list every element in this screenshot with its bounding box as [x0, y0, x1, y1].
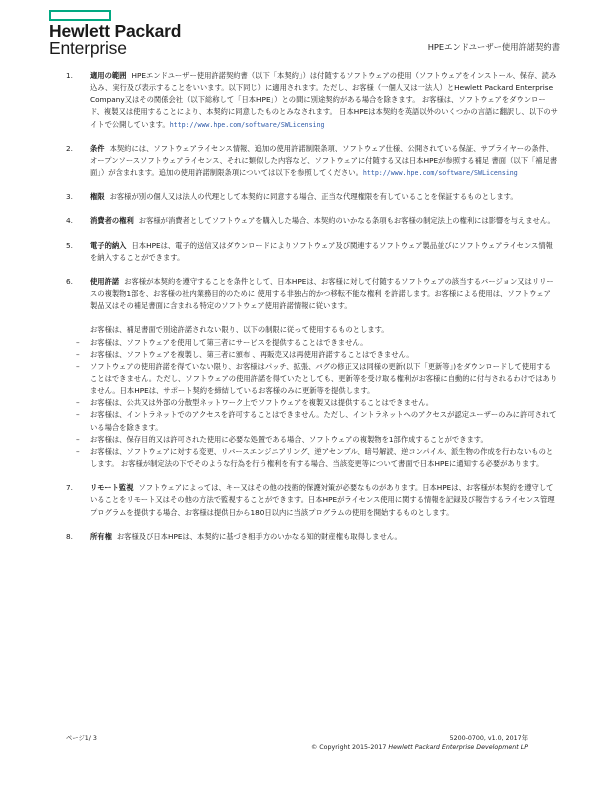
section-number: 4.	[66, 216, 73, 226]
section-text: お客様及び日本HPEは、本契約に基づき相手方のいかなる知的財産権も取得しません。	[116, 531, 402, 541]
section-number: 7.	[66, 483, 73, 493]
list-item: – お客様は、保存目的又は許可された使用に必要な処置である場合、ソフトウェアの複製物を1部作成することができます。	[76, 434, 558, 446]
section-4	[66, 215, 558, 227]
licensing-link[interactable]: http://www.hpe.com/software/SWLicensing	[362, 169, 518, 178]
section-number: 6.	[66, 276, 73, 286]
list-item: – お客様は、ソフトウェアに対する変更、リバースエンジニアリング、逆アセンブル、暗号解読、逆コンパイル、派生物の作成を行わないものとします。 お客様が制定法の下でそのような行為を行う権利を有する場合、当該変更等について書面で日本HPEに通知する必要があります。	[76, 446, 558, 470]
logo-line1: Hewlett Packard	[49, 21, 182, 41]
document-title: HPEエンドユーザー使用許諾契約書	[427, 42, 560, 52]
section-heading: 適用の範囲	[90, 71, 127, 80]
page-number: ページ1/ 3	[66, 735, 97, 742]
section-text: お客様が別の個人又は法人の代理として本契約に同意する場合、正当な代理権限を有していることを保証するものとします。	[109, 192, 518, 202]
section-number: 8.	[66, 531, 73, 541]
section-heading: 所有権	[90, 531, 112, 541]
copyright	[311, 744, 528, 751]
section-7	[66, 482, 558, 518]
section-text: HPEエンドユーザー使用許諾契約書（以下「本契約」）は付随するソフトウェアの使用（ソフトウェアをインストール、保存、読み込み、実行及び表示することをいいます。以下同じ）に適用されます。ただし、お客様（一個人又は一法人）とHewlett Packard Enterprise Company又はその関係会社（以下総称して「日本HPE」）との間に別途契約がある場合を除きます。 お客様は、ソフトウェアをダウンロード、複製又は使用することにより、本契約に同意したものとみなされます。 日本HPEは本契約を英語以外のいくつかの言語に翻訳し、以下のサイトで公開しています。	[90, 71, 558, 129]
section-1	[66, 70, 558, 131]
section-heading: 消費者の権利	[90, 216, 134, 226]
section-text: ソフトウェアによっては、キー又はその他の技術的保護対策が必要なものがあります。日本HPEは、お客様が本契約を遵守していることをリモート又はその他の方法で監視することができます。日本HPEがライセンス使用に関する情報を記録及び報告するライセンス管理プログラムを提供する場合、お客様は提供日から180日以内に当該プログラムの使用を開始するものとします。	[90, 483, 555, 517]
list-item: – お客様は、公共又は外部の分散型ネットワーク上でソフトウェアを複製又は提供することはできません。	[76, 397, 558, 409]
section-number: 3.	[66, 192, 73, 202]
section-5	[66, 240, 558, 264]
copyright-company: Hewlett Packard Enterprise Development LP	[388, 744, 528, 751]
section-number: 1.	[66, 71, 73, 80]
section-2	[66, 143, 558, 179]
section-number: 5.	[66, 240, 73, 250]
list-item: – ソフトウェアの使用許諾を得ていない限り、お客様はパッチ、拡張、バグの修正又は同様の更新(以下「更新等」)をダウンロードして使用することはできません。ただし、ソフトウェアの使用許諾を得ていたとしても、更新等を受け取る権利がお客様に自動的に付与されるわけではありません。日本HPEは、サポート契約を締結しているお客様のみに更新等を提供します。	[76, 361, 558, 397]
section-text: 本契約には、ソフトウェアライセンス情報、追加の使用許諾制限条項、ソフトウェア仕様、公開されている保証、サプライヤーの条件、オープンソースソフトウェアライセンス、それに類似した内容など、ソフトウェアに付随する又は日本HPEが参照する補足 書面（以下「補足書面」）が含まれます。追加の使用許諾制限条項については以下を参照してください。	[90, 143, 558, 178]
hpe-logo-element	[49, 10, 111, 21]
section-text: お客様が消費者としてソフトウェアを購入した場合、本契約のいかなる条項もお客様の制定法上の権利には影響を与えません。	[138, 216, 555, 226]
section-heading: リモート監視	[90, 483, 134, 493]
restrictions-intro: お客様は、補足書面で別途許諾されない限り、以下の制限に従って使用するものとします。	[90, 325, 389, 335]
hpe-logo	[49, 10, 181, 57]
licensing-link[interactable]: http://www.hpe.com/software/SWLicensing	[169, 120, 325, 129]
list-item: – お客様は、ソフトウェアを使用して第三者にサービスを提供することはできません。	[76, 337, 558, 349]
section-heading: 使用許諾	[90, 276, 120, 286]
document-code: 5200-0700, v1.0, 2017年	[449, 735, 528, 742]
section-heading: 権限	[90, 192, 105, 202]
copyright-prefix: © Copyright 2015-2017	[310, 744, 389, 751]
list-item: – お客様は、イントラネットでのアクセスを許可することはできません。ただし、イントラネットへのアクセスが認定ユーザーのみに許可されている場合を除きます。	[76, 409, 558, 433]
document-body	[66, 70, 558, 555]
section-text: お客様が本契約を遵守することを条件として、日本HPEは、お客様に対して付随するソフトウェアの該当するバージョン又はリリースの複製物1部を、お客様の社内業務目的のために 使用する非独占的かつ移転不能な権利 を許諾します。お客様による使用は、ソフトウェア製品又はその補足書面に含まれる特定のソフトウェア使用許諾情報に従います。	[90, 276, 554, 311]
section-6	[66, 276, 558, 470]
list-item: – お客様は、ソフトウェアを複製し、第三者に頒布 、再販売又は再使用許諾することはできません。	[76, 349, 558, 361]
section-heading: 電子的納入	[90, 240, 127, 250]
section-8	[66, 531, 558, 543]
section-heading: 条件	[90, 143, 105, 153]
section-number: 2.	[66, 143, 73, 153]
restrictions-list	[90, 337, 558, 471]
logo-line2: Enterprise	[49, 38, 127, 58]
section-text: 日本HPEは、電子的送信又はダウンロードによりソフトウェア及び関連するソフトウェア製品並びにソフトウェアライセンス情報を納入することができます。	[90, 240, 553, 262]
section-3	[66, 191, 558, 203]
